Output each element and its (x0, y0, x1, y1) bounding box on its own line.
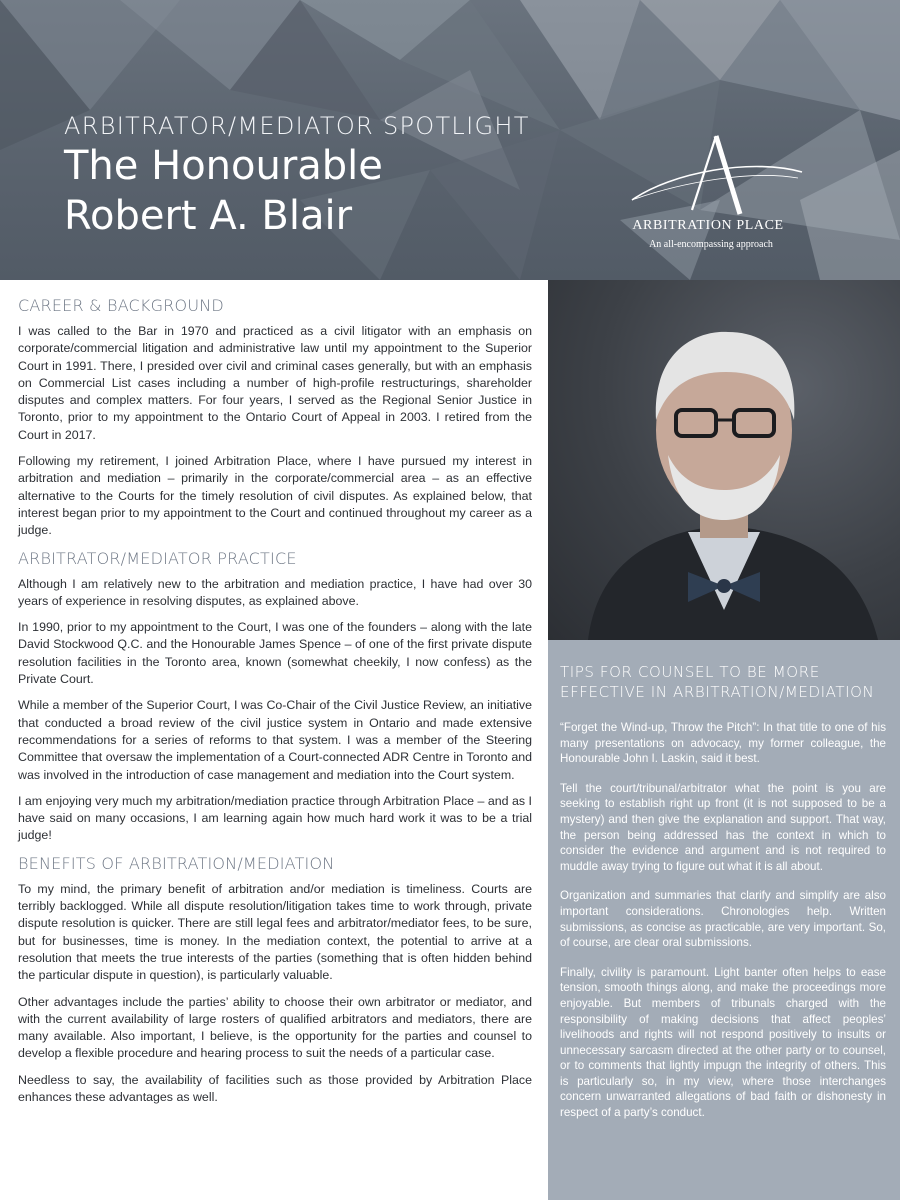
section-heading-practice: ARBITRATOR/MEDIATOR PRACTICE (18, 548, 297, 568)
honoree-name-line1: The Honourable (64, 143, 383, 189)
portrait-silhouette (548, 280, 900, 640)
spotlight-kicker: ARBITRATOR/MEDIATOR SPOTLIGHT (64, 112, 530, 140)
career-paragraph-1: I was called to the Bar in 1970 and practiced as a civil litigator with an emphasis on corporate/commercial litigation and administrative law until my appointment to the Superior Court in 1991. There, I presided over civil and criminal cases generally, but with an emphasis on Commercial List cases including a number of high-profile restructurings, shareholder disputes and complex matters. For four years, I served as the Regional Senior Justice in Toronto, prior to my appointment to the Ontario Court of Appeal in 2003. I retired from the Court in 2017. (18, 324, 532, 442)
tips-heading (560, 662, 886, 702)
tips-panel (560, 662, 886, 1135)
section-heading-benefits: BENEFITS OF ARBITRATION/MEDIATION (18, 853, 335, 873)
brand-tagline: An all-encompassing approach (649, 239, 773, 250)
spotlight-title-block (64, 112, 530, 240)
honoree-name-line2: Robert A. Blair (64, 193, 353, 239)
tips-paragraph-2: Tell the court/tribunal/arbitrator what the point is you are seeking to establish right up front (it is not supposed to be a mystery) and then give the explanation and support. That way, the person being addressed has the context in which to consider the evidence and argument and is not required to muddle away trying to figure out what it is all about. (560, 781, 886, 873)
career-paragraph-2: Following my retirement, I joined Arbitration Place, where I have pursued my interest in arbitration and mediation – primarily in the corporate/commercial area – as an effective alternative to the Courts for the timely resolution of civil disputes. As explained below, that interest began prior to my appointment to the Court and continued throughout my career as a judge. (18, 454, 532, 538)
practice-paragraph-1: Although I am relatively new to the arbitration and mediation practice, I have had over 30 years of experience in resolving disputes, as explained above. (18, 576, 532, 608)
header-banner (0, 0, 900, 280)
tips-heading-line1: TIPS FOR COUNSEL TO BE MORE (560, 663, 820, 681)
tips-heading-line2: EFFECTIVE IN ARBITRATION/MEDIATION (560, 683, 875, 701)
benefits-paragraph-1: To my mind, the primary benefit of arbitration and/or mediation is timeliness. Courts are terribly backlogged. While all dispute resolution/litigation takes time to work through, private dispute resolution is quicker. There are still legal fees and arbitrator/mediator fees, to be sure, but for businesses, time is money. In the mediation context, the potential to arrive at a resolution that meets the true interests of the parties (something that is often hidden behind the particular dispute in question), is particularly valuable. (18, 881, 532, 983)
tips-paragraph-3: Organization and summaries that clarify and simplify are also important considerations. Chronologies help. Written submissions, as concise as practicable, are very important. So, of course, are clear oral submissions. (560, 889, 886, 950)
brand-name: ARBITRATION PLACE (632, 218, 784, 233)
logo-a-mark-icon (612, 132, 812, 222)
arbitration-place-logo (612, 132, 812, 262)
tips-paragraph-1: “Forget the Wind-up, Throw the Pitch”: In that title to one of his many presentations on advocacy, my former colleague, the Honourable John I. Laskin, said it best. (560, 721, 886, 766)
portrait-photo (548, 280, 900, 640)
practice-paragraph-2: In 1990, prior to my appointment to the Court, I was one of the founders – along with the late David Stockwood Q.C. and the Honourable James Spence – of one of the first private dispute resolution facilities in the Toronto area, known (somewhat cheekily, I now confess) as the Private Court. (18, 620, 532, 687)
practice-paragraph-4: I am enjoying very much my arbitration/mediation practice through Arbitration Place – and as I have said on many occasions, I am learning again how much hard work it was to be a trial judge! (18, 793, 532, 843)
practice-paragraph-3: While a member of the Superior Court, I was Co-Chair of the Civil Justice Review, an initiative that conducted a broad review of the civil justice system in Ontario and made extensive recommendations for a series of reforms to that system. I was a member of the Steering Committee that oversaw the implementation of a Court-connected ADR Centre in Toronto and was involved in the introduction of case management and mediation into the Court system. (18, 698, 532, 782)
benefits-paragraph-3: Needless to say, the availability of facilities such as those provided by Arbitration Place enhances these advantages as well. (18, 1072, 532, 1104)
section-heading-career: CAREER & BACKGROUND (18, 296, 224, 315)
tips-paragraph-4: Finally, civility is paramount. Light banter often helps to ease tension, smooth things along, and make the proceedings more enjoyable. But members of tribunals charged with the responsibility of making decisions that affect peoples’ livelihoods and rights will not respond positively to insults or unnecessary sarcasm directed at the other party or to counsel, or to comments that lightly impugn the integrity of others. This is particularly so, in my view, where those interchanges concern unwarranted allegations of bad faith or dishonesty in respect of a party’s conduct. (560, 965, 886, 1120)
main-article (18, 296, 532, 1115)
benefits-paragraph-2: Other advantages include the parties’ ability to choose their own arbitrator or mediator, and with the current availability of large rosters of qualified arbitrators and mediators, there are many available. Also important, I believe, is the opportunity for the parties and counsel to develop a flexible procedure and hearing process to suit the needs of a particular case. (18, 994, 532, 1061)
